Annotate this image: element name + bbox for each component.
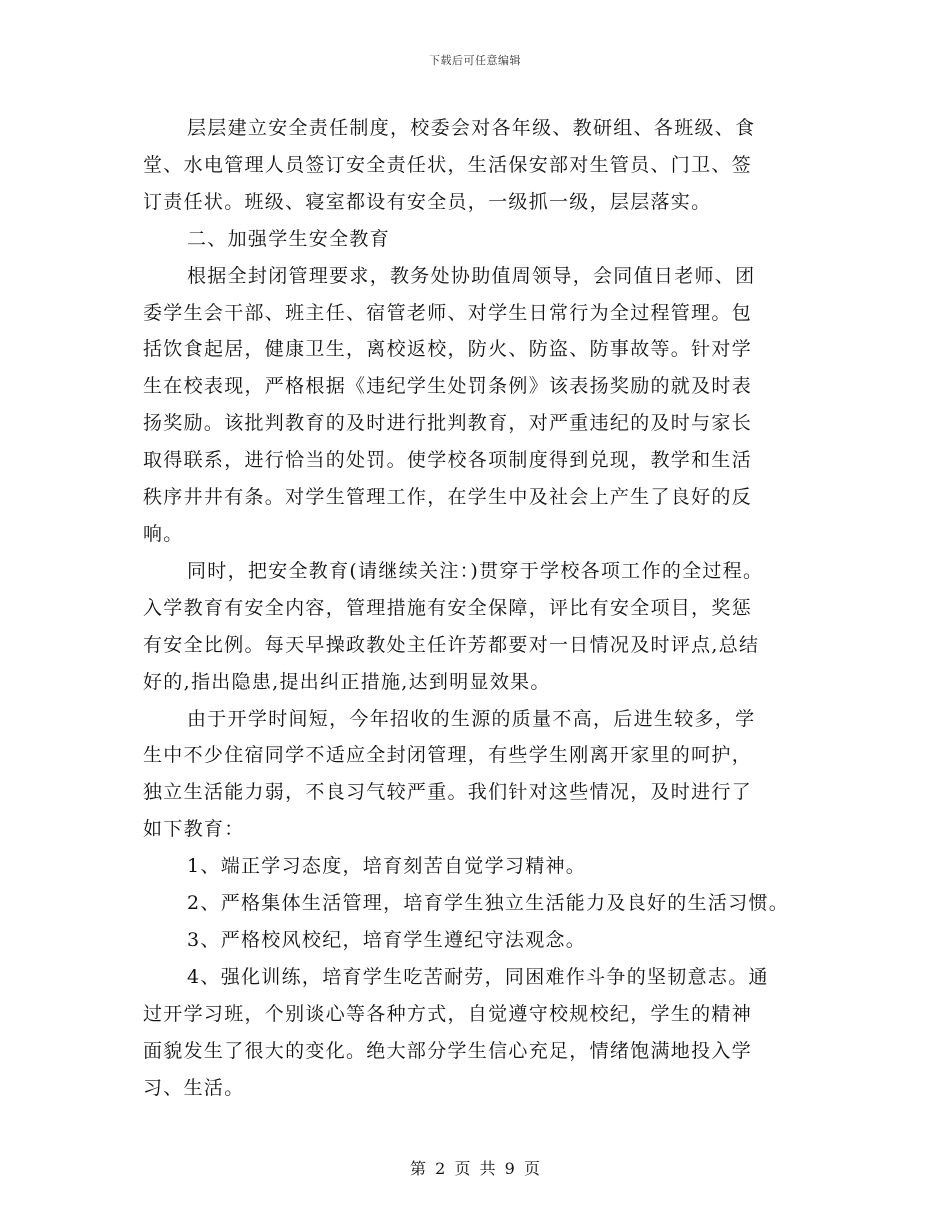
- list-item: 1、端正学习态度，培育刻苦自觉学习精神。: [187, 855, 587, 878]
- text-line: 根据全封闭管理要求，教务处协助值周领导，会同值日老师、团: [187, 264, 756, 287]
- text-line: 独立生活能力弱，不良习气较严重。我们针对这些情况，及时进行了: [143, 781, 753, 804]
- text-line: 好的,指出隐患,提出纠正措施,达到明显效果。: [143, 670, 551, 693]
- text-line: 面貌发生了很大的变化。绝大部分学生信心充足，情绪饱满地投入学: [143, 1039, 753, 1062]
- document-body: [143, 110, 815, 1106]
- text-line: 习、生活。: [143, 1076, 245, 1099]
- page-label-suffix: 页: [523, 1159, 540, 1178]
- list-item: 4、强化训练，培育学生吃苦耐劳，同困难作斗争的坚韧意志。通: [187, 965, 769, 988]
- text-line: 入学教育有安全内容，管理措施有安全保障，评比有安全项目，奖惩: [143, 596, 753, 619]
- text-line: 由于开学时间短，今年招收的生源的质量不高，后进生较多，学: [187, 707, 756, 730]
- text-line: 如下教育：: [143, 818, 245, 841]
- text-line: 扬奖励。该批判教育的及时进行批判教育，对严重违纪的及时与家长: [143, 412, 753, 435]
- text-line: 有安全比例。每天早操政教处主任许芳都要对一日情况及时评点,总结: [143, 633, 760, 656]
- page-label-prefix: 第: [410, 1159, 427, 1178]
- list-item: 3、严格校风校纪，培育学生遵纪守法观念。: [187, 928, 587, 951]
- text-line: 同时，把安全教育(请继续关注：)贯穿于学校各项工作的全过程。: [187, 559, 764, 582]
- text-line: 层层建立安全责任制度，校委会对各年级、教研组、各班级、食: [187, 117, 756, 139]
- header-note: 下载后可任意编辑: [429, 54, 521, 67]
- list-item: 2、严格集体生活管理，培育学生独立生活能力及良好的生活习惯。: [187, 892, 790, 915]
- section-heading: 二、加强学生安全教育: [187, 227, 391, 250]
- text-line: 秩序井井有条。对学生管理工作，在学生中及社会上产生了良好的反: [143, 486, 753, 509]
- page-number-footer: [0, 1156, 950, 1179]
- text-line: 括饮食起居，健康卫生，离校返校，防火、防盗、防事故等。针对学: [143, 338, 753, 361]
- current-page-number: 2: [435, 1159, 446, 1178]
- text-line: 堂、水电管理人员签订安全责任状，生活保安部对生管员、门卫、签: [143, 153, 753, 176]
- total-page-count: 9: [504, 1159, 515, 1178]
- text-line: 生在校表现，严格根据《违纪学生处罚条例》该表扬奖励的就及时表: [143, 375, 753, 398]
- text-line: 过开学习班，个别谈心等各种方式，自觉遵守校规校纪，学生的精神: [143, 1002, 753, 1025]
- text-line: 取得联系，进行恰当的处罚。使学校各项制度得到兑现，教学和生活: [143, 449, 753, 472]
- text-line: 响。: [143, 522, 184, 545]
- text-line: 生中不少住宿同学不适应全封闭管理，有些学生刚离开家里的呵护，: [143, 744, 753, 767]
- text-line: 订责任状。班级、寝室都设有安全员，一级抓一级，层层落实。: [143, 190, 712, 213]
- total-label-prefix: 共: [479, 1159, 496, 1178]
- page-label-mid: 页: [454, 1159, 471, 1178]
- text-line: 委学生会干部、班主任、宿管老师、对学生日常行为全过程管理。包: [143, 301, 753, 324]
